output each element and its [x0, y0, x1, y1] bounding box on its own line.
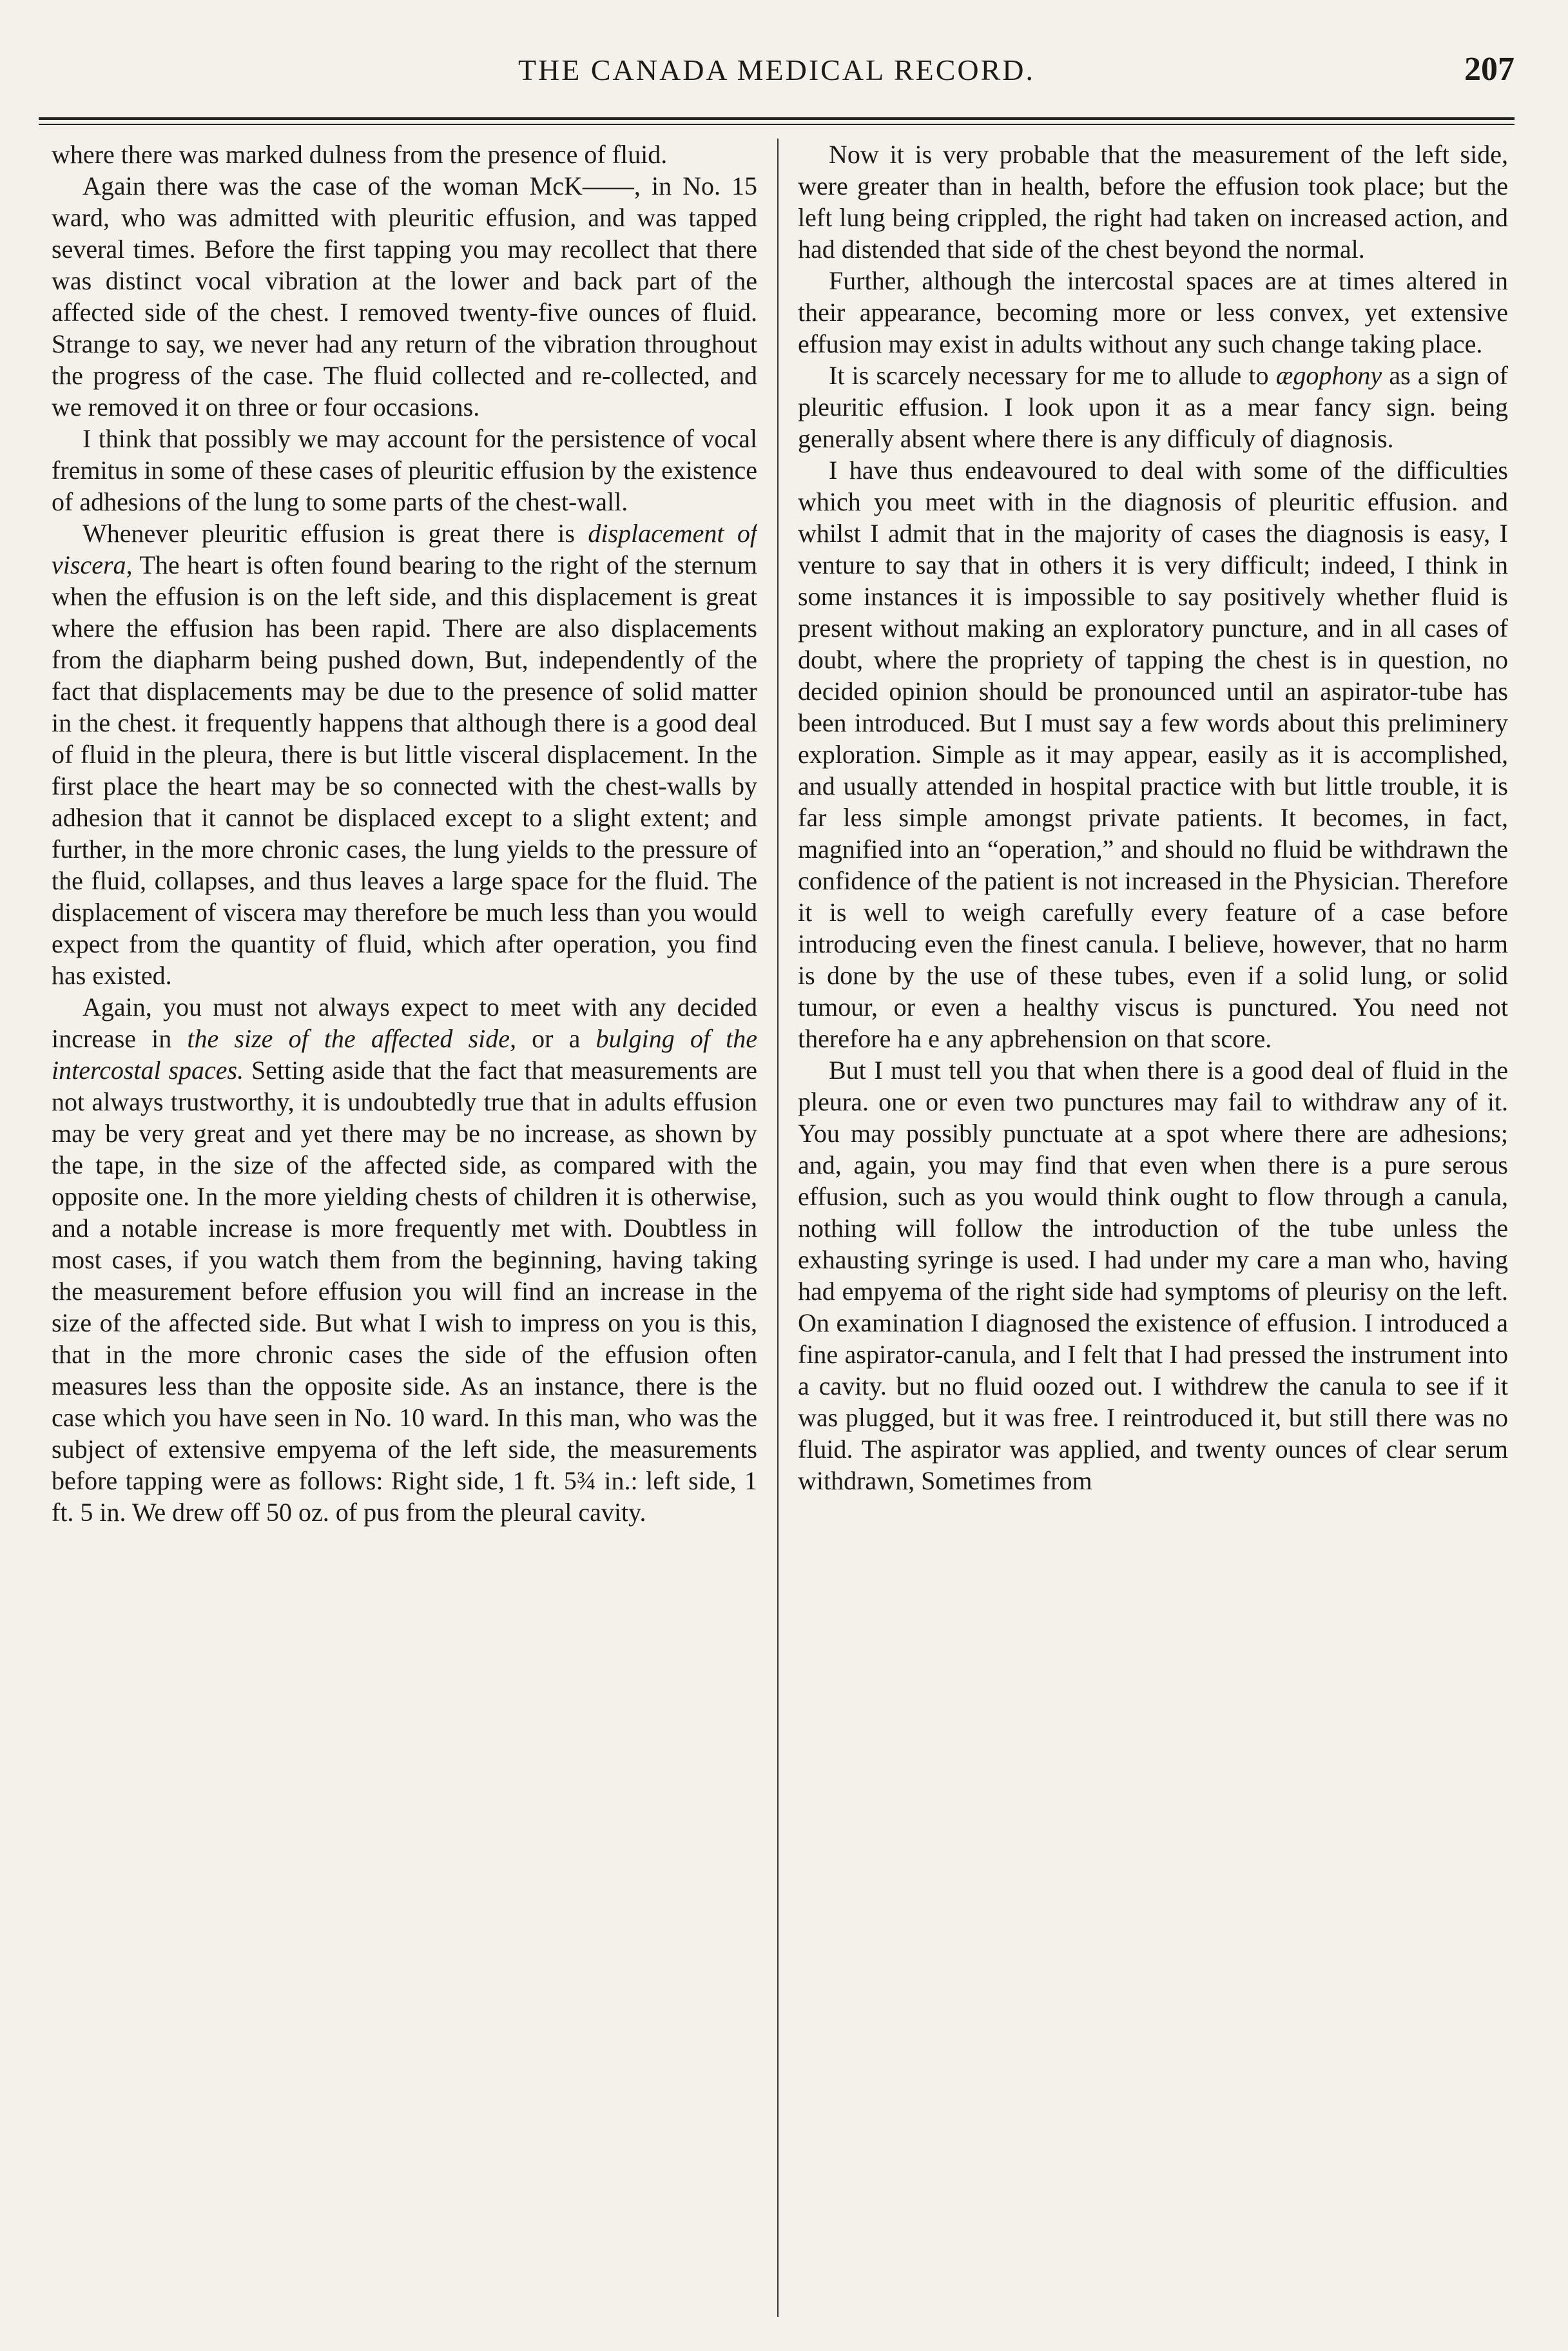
page-header — [39, 39, 1515, 110]
text-run: It is scarcely necessary for me to allude to — [829, 361, 1269, 390]
paragraph: I have thus endeavoured to deal with some of the difficulties which you meet with in the diagnosis of pleuritic effusion. and whilst I admit that in the majority of cases the diagnosis is easy, I venture to say that in others it is very difficult; indeed, I think in some instances it is impossible to say positively whether fluid is present without making an exploratory puncture, and in all cases of doubt, where the propriety of tapping the chest is in question, no decided opinion should be pronounced until an aspirator-tube has been introduced. But I must say a few words about this preliminery exploration. Simple as it may appear, easily as it is accomplished, and usually attended in hospital practice with but little trouble, it is far less simple amongst private patients. It becomes, in fact, magnified into an “operation,” and should no fluid be withdrawn the confidence of the patient is not increased in the Physician. Therefore it is well to weigh carefully every feature of a case before introducing even the finest canula. I believe, however, that no harm is done by the use of these tubes, even if a solid lung, or solid tumour, or even a healthy viscus is punctured. You need not therefore ha e any apbrehension on that score. — [798, 456, 1508, 1053]
paragraph — [52, 518, 757, 991]
header-rule-thick — [39, 117, 1515, 120]
italic-phrase: displacement of viscera, — [52, 519, 757, 579]
running-title: THE CANADA MEDICAL RECORD. — [518, 53, 1036, 86]
paragraph: I think that possibly we may account for the persistence of vocal fremitus in some of these cases of pleuritic effusion by the existence of adhesions of the lung to some parts of the chest-wall. — [52, 424, 757, 516]
paragraph: where there was marked dulness from the presence of fluid. — [52, 140, 668, 169]
italic-phrase: bulging of the intercostal spaces. — [52, 1024, 757, 1085]
italic-phrase: ægophony — [1275, 361, 1382, 390]
text-run: The heart is often found bearing to the right of the sternum when the effusion is on the left side, and this displacement is great where the effusion has been rapid. There are also displacements from the diapharm being pushed down, But, independently of the fact that displacements may be due to the presence of solid matter in the chest. it frequently happens that although there is a good deal of fluid in the pleura, there is but little visceral displacement. In the first place the heart may be so connected with the chest-walls by adhesion that it cannot be displaced except to a slight extent; and further, in the more chronic cases, the lung yields to the pressure of the fluid, collapses, and thus leaves a large space for the fluid. The displacement of viscera may therefore be much less than you would expect from the quantity of fluid, which after operation, you find has existed. — [52, 550, 757, 990]
paragraph — [52, 991, 757, 1528]
paragraph: Further, although the intercostal spaces are at times altered in their appearance, becoming more or less convex, yet extensive effusion may exist in adults without any such change taking place. — [798, 266, 1508, 358]
paragraph — [798, 360, 1508, 454]
paragraph: Again there was the case of the woman McK——, in No. 15 ward, who was admitted with pleuritic effusion, and was tapped several times. Before the first tapping you may recollect that there was distinct vocal vibration at the lower and back part of the affected side of the chest. I removed twenty-five ounces of fluid. Strange to say, we never had any return of the vibration throughout the progress of the case. The fluid collected and re-collected, and we removed it on three or four occasions. — [52, 171, 757, 421]
italic-phrase: the size of the affected side, — [187, 1024, 517, 1053]
text-run: or a — [532, 1024, 581, 1053]
paragraph: Now it is very probable that the measurement of the left side, were greater than in health, before the effusion took place; but the left lung being crippled, the right had taken on increased action, and had distended that side of the chest beyond the normal. — [798, 140, 1508, 264]
text-run: Again, you must not always expect to meet with any decided increase in — [52, 992, 757, 1053]
text-run: Whenever pleuritic effusion is great there is — [82, 519, 575, 548]
page-number: 207 — [1464, 51, 1515, 88]
text-run: Setting aside that the fact that measurements are not always trustworthy, it is undoubtedly true that in adults effusion may be very great and yet there may be no increase, as shown by the tape, in the size of the affected side, as compared with the opposite one. In the more yielding chests of children it is otherwise, and a notable increase is more frequently met with. Doubtless in most cases, if you watch them from the beginning, having taking the measurement before effusion you will find an increase in the size of the affected side. But what I wish to impress on you is this, that in the more chronic cases the side of the effusion often measures less than the opposite side. As an instance, there is the case which you have seen in No. 10 ward. In this man, who was the subject of extensive empyema of the left side, the measurements before tapping were as follows: Right side, 1 ft. 5¾ in.: left side, 1 ft. 5 in. We drew off 50 oz. of pus from the pleural cavity. — [52, 1056, 757, 1527]
header-rule-thin — [39, 124, 1515, 125]
column-divider — [777, 139, 779, 2317]
paragraph: But I must tell you that when there is a good deal of fluid in the pleura. one or even two punctures may fail to withdraw any of it. You may possibly punctuate at a spot where there are adhesions; and, again, you may find that even when there is a pure serous effusion, such as you would think ought to flow through a canula, nothing will follow the introduction of the tube unless the exhausting syringe is used. I had under my care a man who, having had empyema of the right side had symptoms of pleurisy on the left. On examination I diagnosed the existence of effusion. I introduced a fine aspirator-canula, and I felt that I had pressed the instrument into a cavity. but no fluid oozed out. I withdrew the canula to see if it was plugged, but it was free. I reintroduced it, but still there was no fluid. The aspirator was applied, and twenty ounces of clear serum withdrawn, Sometimes from — [798, 1056, 1508, 1495]
text-run: as a sign of pleuritic effusion. I look upon it as a mear fancy sign. being generally absent where there is any difficuly of diagnosis. — [798, 361, 1508, 453]
right-column — [798, 139, 1508, 2317]
left-column — [52, 139, 757, 2317]
